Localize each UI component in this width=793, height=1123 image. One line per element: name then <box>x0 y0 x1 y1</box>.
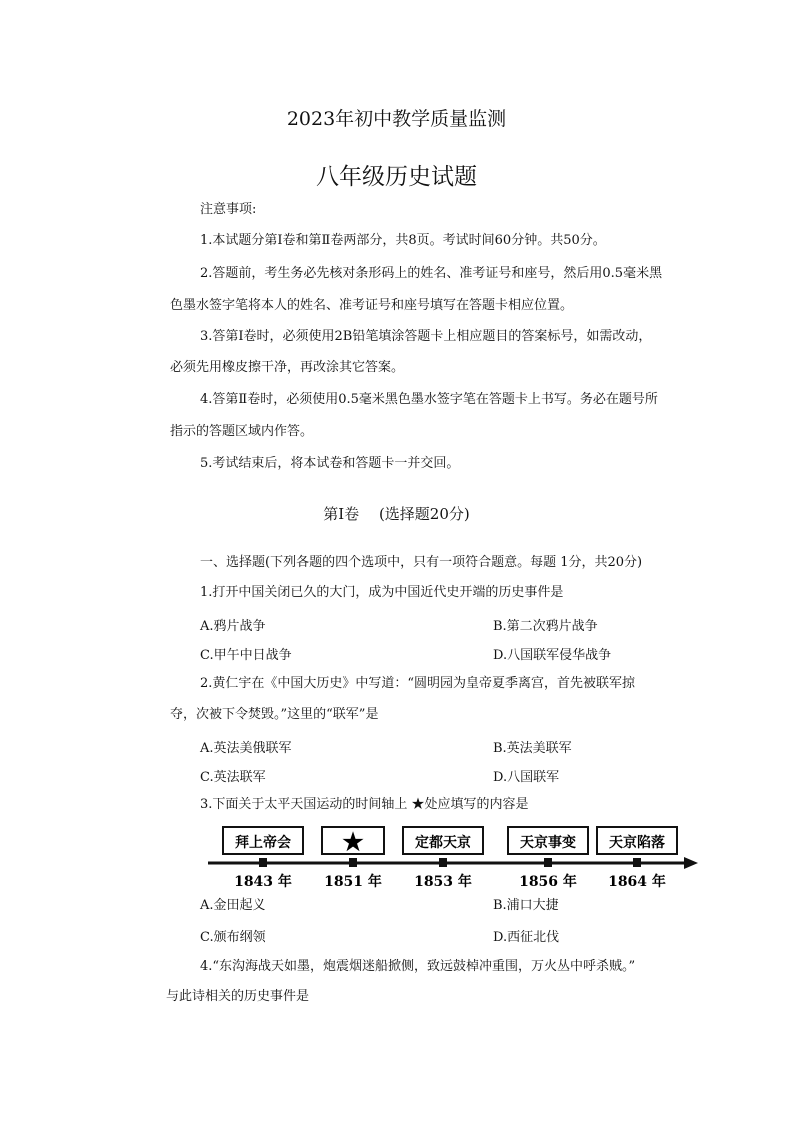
timeline-event-label: ★ <box>342 827 364 856</box>
timeline-year-label: 1856 年 <box>519 874 577 890</box>
notice-item-3-cont: 必须先用橡皮擦干净，再改涂其它答案。 <box>170 360 405 375</box>
question-1-stem: 1.打开中国关闭已久的大门，成为中国近代史开端的历史事件是 <box>200 585 564 600</box>
exam-subtitle: 八年级历史试题 <box>316 164 477 190</box>
timeline-event-3 <box>403 827 483 890</box>
timeline-year-label: 1864 年 <box>608 874 666 890</box>
timeline-event-label: 天京陷落 <box>609 835 665 851</box>
timeline-event-label: 拜上帝会 <box>235 835 291 851</box>
timeline-tick <box>259 858 267 867</box>
question-1-option-a: A.鸦片战争 <box>200 619 266 634</box>
question-2-option-c: C.英法联军 <box>200 770 266 785</box>
question-1-option-d: D.八国联军侵华战争 <box>493 648 612 663</box>
taiping-timeline <box>200 822 700 894</box>
question-2-option-a: A.英法美俄联军 <box>200 741 292 756</box>
timeline-year-label: 1851 年 <box>324 874 382 890</box>
timeline-event-label: 天京事变 <box>520 835 576 851</box>
timeline-event-4 <box>508 827 588 890</box>
question-3-option-c: C.颁布纲领 <box>200 930 266 945</box>
timeline-tick <box>544 858 552 867</box>
timeline-event-1 <box>223 827 303 890</box>
section-title: 第Ⅰ卷 (选择题20分) <box>323 505 470 523</box>
timeline-tick <box>439 858 447 867</box>
timeline-tick <box>349 858 357 867</box>
question-3-option-a: A.金田起义 <box>200 898 266 913</box>
question-4-stem-cont: 与此诗相关的历史事件是 <box>166 989 310 1004</box>
timeline-year-label: 1853 年 <box>414 874 472 890</box>
question-2-stem: 2.黄仁宇在《中国大历史》中写道：“圆明园为皇帝夏季离宫，首先被联军掠 <box>200 676 636 691</box>
notice-item-3: 3.答第Ⅰ卷时，必须使用2B铅笔填涂答题卡上相应题目的答案标号，如需改动， <box>200 329 652 344</box>
timeline-year-label: 1843 年 <box>234 874 292 890</box>
timeline-event-label: 定都天京 <box>415 835 471 851</box>
timeline-arrowhead <box>684 857 698 869</box>
timeline-event-5 <box>597 827 677 890</box>
notice-item-4: 4.答第Ⅱ卷时，必须使用0.5毫米黑色墨水签字笔在答题卡上书写。务必在题号所 <box>200 392 658 407</box>
question-1-option-c: C.甲午中日战争 <box>200 648 292 663</box>
notice-item-5: 5.考试结束后，将本试卷和答题卡一并交回。 <box>200 456 460 471</box>
question-4-stem: 4.“东沟海战天如墨，炮震烟迷船掀侧，致远鼓棹冲重围，万火丛中呼杀贼。” <box>200 959 636 974</box>
question-3-stem: 3.下面关于太平天国运动的时间轴上 ★处应填写的内容是 <box>200 797 529 812</box>
notice-item-2: 2.答题前，考生务必先核对条形码上的姓名、准考证号和座号，然后用0.5毫米黑 <box>200 266 663 281</box>
exam-title: 2023年初中教学质量监测 <box>286 108 507 130</box>
timeline-event-2 <box>322 827 384 890</box>
question-3-option-d: D.西征北伐 <box>493 930 560 945</box>
section-instruction: 一、选择题(下列各题的四个选项中，只有一项符合题意。每题 1分，共20分) <box>200 555 643 570</box>
question-3-option-b: B.浦口大捷 <box>493 898 559 913</box>
notice-item-1: 1.本试题分第Ⅰ卷和第Ⅱ卷两部分，共8页。考试时间60分钟。共50分。 <box>200 233 606 248</box>
timeline-tick <box>633 858 641 867</box>
notice-item-2-cont: 色墨水签字笔将本人的姓名、准考证号和座号填写在答题卡相应位置。 <box>170 298 574 313</box>
notice-item-4-cont: 指示的答题区域内作答。 <box>170 424 314 439</box>
notice-heading: 注意事项: <box>200 202 257 217</box>
question-2-option-b: B.英法美联军 <box>493 741 572 756</box>
question-2-option-d: D.八国联军 <box>493 770 560 785</box>
question-1-option-b: B.第二次鸦片战争 <box>493 619 598 634</box>
question-2-stem-cont: 夺，次被下令焚毁。”这里的“联军”是 <box>170 707 379 722</box>
